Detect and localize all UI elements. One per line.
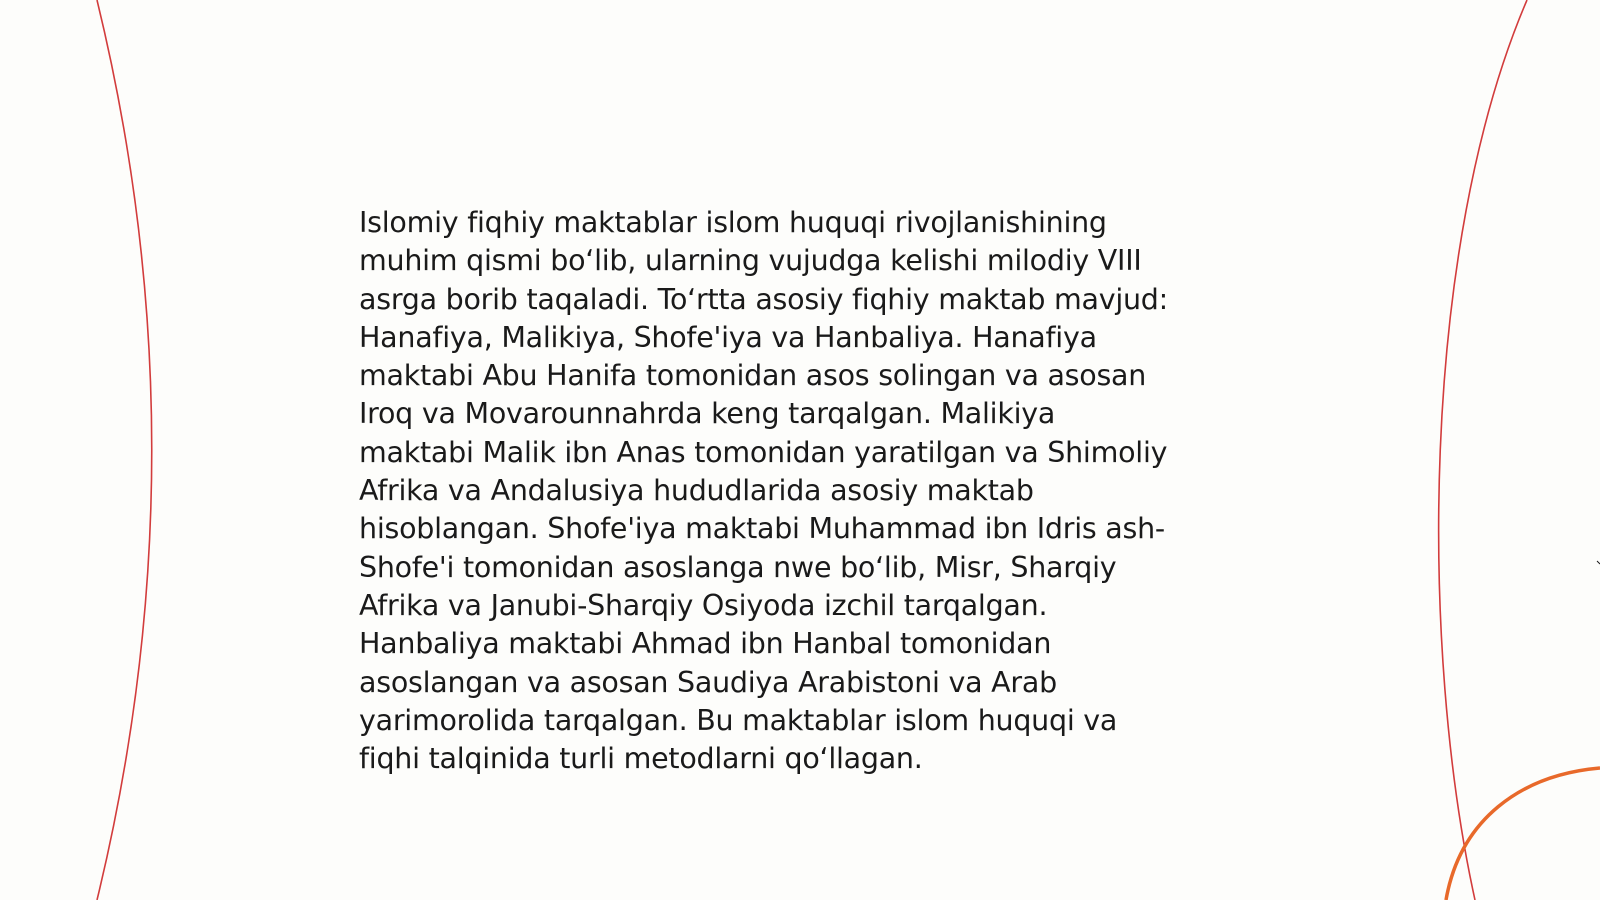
body-paragraph: Islomiy fiqhiy maktablar islom huquqi rivojlanishining muhim qismi boʻlib, ularning vujudga kelishi milodiy VIII asrga borib taqaladi. Toʻrtta asosiy fiqhiy maktab mavjud: Hanafiya, Malikiya, Shofe'iya va Hanbaliya. Hanafiya maktabi Abu Hanifa tomonidan asos solingan va asosan Iroq va Movarounnahrda keng tarqalgan. Malikiya maktabi Malik ibn Anas tomonidan yaratilgan va Shimoliy Afrika va Andalusiya hududlarida asosiy maktab hisoblangan. Shofe'iya maktabi Muhammad ibn Idris ash- Shofe'i tomonidan asoslanga nwe boʻlib, Misr, Sharqiy Afrika va Janubi-Sharqiy Osiyoda izchil tarqalgan. Hanbaliya maktabi Ahmad ibn Hanbal tomonidan asoslangan va asosan Saudiya Arabistoni va Arab yarimorolida tarqalgan. Bu maktablar islom huquqi va fiqhi talqinida turli metodlarni qoʻllagan. [359, 206, 1168, 776]
orange-accent-arc [1446, 768, 1600, 900]
right-curve-line [1439, 0, 1527, 900]
left-curve-line [97, 0, 152, 900]
